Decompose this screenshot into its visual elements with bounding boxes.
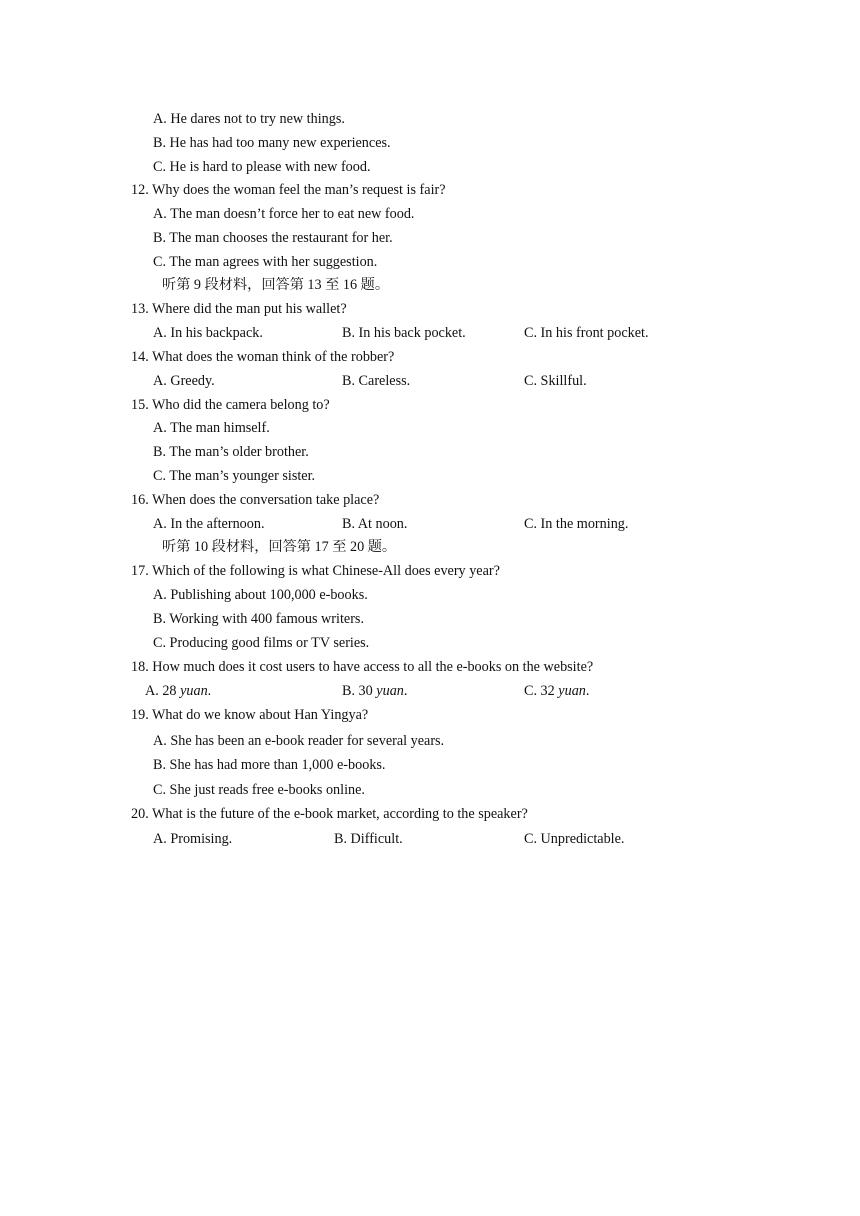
q18-option-c: C. 32 yuan. [524,683,590,699]
q11-option-c: C. He is hard to please with new food. [153,159,371,175]
q14-stem: 14. What does the woman think of the robber? [131,349,395,365]
q12-stem: 12. Why does the woman feel the man’s request is fair? [131,182,446,198]
q13-option-b: B. In his back pocket. [342,325,466,341]
q17-option-b: B. Working with 400 famous writers. [153,611,364,627]
q11-option-a: A. He dares not to try new things. [153,111,345,127]
q11-option-b: B. He has had too many new experiences. [153,135,391,151]
q17-option-c: C. Producing good films or TV series. [153,635,370,651]
q16-stem: 16. When does the conversation take place? [131,492,380,508]
q12-option-a: A. The man doesn’t force her to eat new food. [153,206,415,222]
q20-stem: 20. What is the future of the e-book market, according to the speaker? [131,806,528,822]
q16-option-b: B. At noon. [342,516,408,532]
q19-option-b: B. She has had more than 1,000 e-books. [153,757,386,773]
section-9-instruction: 听第 9 段材料，回答第 13 至 16 题。 [162,277,390,293]
q14-option-b: B. Careless. [342,373,411,389]
q15-option-a: A. The man himself. [153,420,270,436]
q18-option-a: A. 28 yuan. [145,683,212,699]
q20-option-c: C. Unpredictable. [524,831,625,847]
q15-option-b: B. The man’s older brother. [153,444,309,460]
q15-option-c: C. The man’s younger sister. [153,468,316,484]
q19-option-a: A. She has been an e-book reader for several years. [153,733,445,749]
q14-option-c: C. Skillful. [524,373,587,389]
q19-stem: 19. What do we know about Han Yingya? [131,707,369,723]
q13-stem: 13. Where did the man put his wallet? [131,301,347,317]
q12-option-b: B. The man chooses the restaurant for her. [153,230,393,246]
q16-option-a: A. In the afternoon. [153,516,265,532]
q14-option-a: A. Greedy. [153,373,215,389]
q20-option-b: B. Difficult. [334,831,403,847]
q13-option-a: A. In his backpack. [153,325,263,341]
section-10-instruction: 听第 10 段材料，回答第 17 至 20 题。 [162,539,397,555]
q18-option-b: B. 30 yuan. [342,683,408,699]
q16-option-c: C. In the morning. [524,516,629,532]
q13-option-c: C. In his front pocket. [524,325,649,341]
q19-option-c: C. She just reads free e-books online. [153,782,365,798]
q12-option-c: C. The man agrees with her suggestion. [153,254,378,270]
q15-stem: 15. Who did the camera belong to? [131,397,330,413]
q17-stem: 17. Which of the following is what Chinese-All does every year? [131,563,500,579]
q18-stem: 18. How much does it cost users to have access to all the e-books on the website? [131,659,594,675]
q20-option-a: A. Promising. [153,831,233,847]
q17-option-a: A. Publishing about 100,000 e-books. [153,587,368,603]
